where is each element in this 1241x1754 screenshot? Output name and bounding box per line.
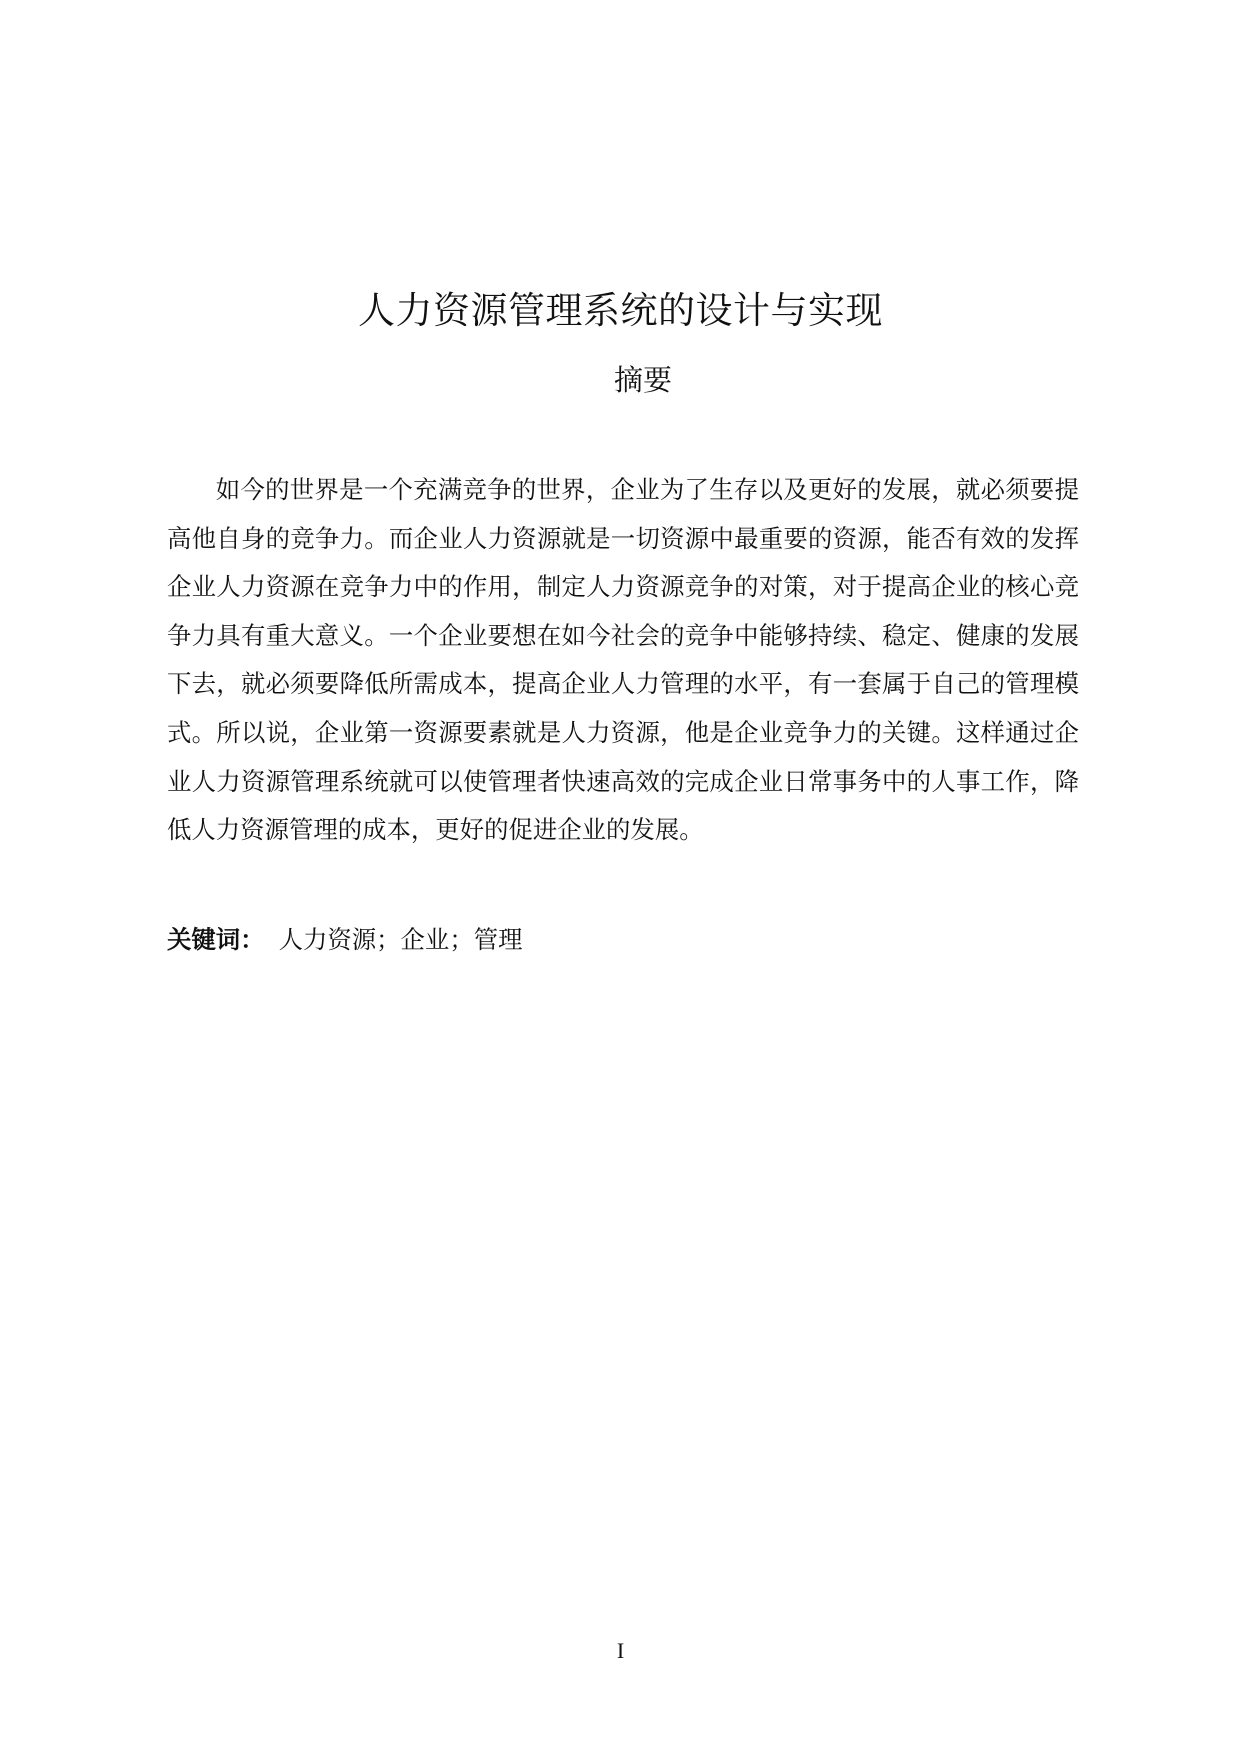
keywords-line (167, 920, 1079, 960)
document-title: 人力资源管理系统的设计与实现 (358, 289, 883, 332)
keywords-value: 人力资源；企业；管理 (278, 925, 523, 954)
abstract-heading: 摘要 (613, 363, 672, 397)
keywords-label: 关键词： (167, 925, 265, 954)
abstract-paragraph: 如今的世界是一个充满竞争的世界，企业为了生存以及更好的发展，就必须要提高他自身的竞争力。而企业人力资源就是一切资源中最重要的资源，能否有效的发挥企业人力资源在竞争力中的作用，制定人力资源竞争的对策，对于提高企业的核心竞争力具有重大意义。一个企业要想在如今社会的竞争中能够持续、稳定、健康的发展下去，就必须要降低所需成本，提高企业人力管理的水平，有一套属于自己的管理模式。所以说，企业第一资源要素就是人力资源，他是企业竞争力的关键。这样通过企业人力资源管理系统就可以使管理者快速高效的完成企业日常事务中的人事工作，降低人力资源管理的成本，更好的促进企业的发展。 (167, 475, 1079, 845)
page-number: I (616, 1638, 625, 1663)
